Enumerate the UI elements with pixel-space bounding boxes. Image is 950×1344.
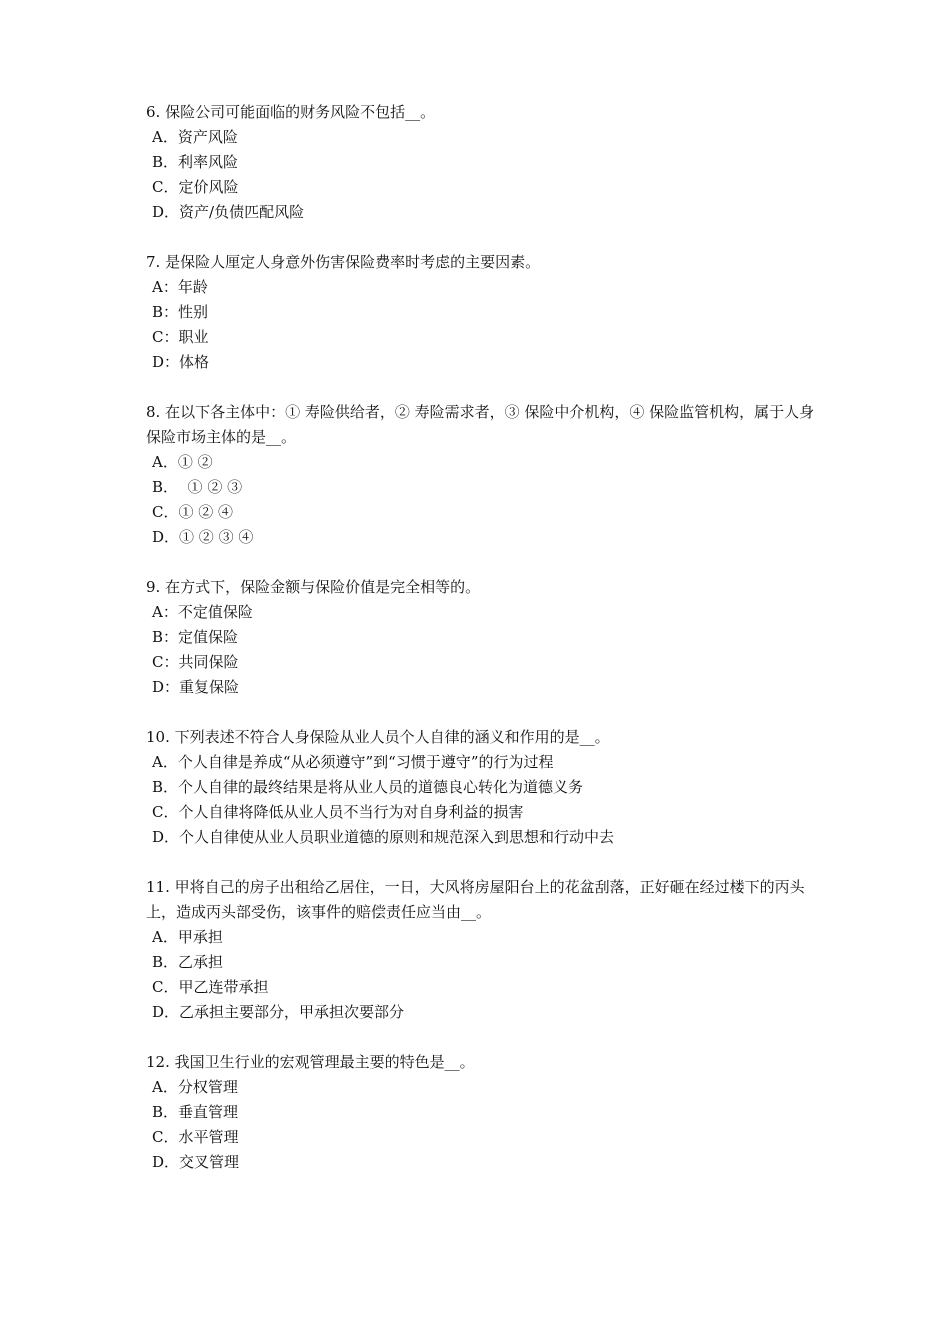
option-c: C．① ② ④ <box>152 503 234 521</box>
option-d: D．资产/负债匹配风险 <box>152 203 305 221</box>
option-a: A：不定值保险 <box>152 603 253 621</box>
option-d: D．交叉管理 <box>152 1153 240 1171</box>
option-a: A．① ② <box>152 453 213 471</box>
option-c: C．定价风险 <box>152 178 239 196</box>
option-d: D．① ② ③ ④ <box>152 528 254 546</box>
option-c: C：共同保险 <box>152 653 239 671</box>
question-text: 11. 甲将自己的房子出租给乙居住，一日，大风将房屋阳台上的花盆刮落，正好砸在经过楼下的丙头上，造成丙头部受伤，该事件的赔偿责任应当由__。 <box>146 878 805 921</box>
question-text: 9. 在方式下，保险金额与保险价值是完全相等的。 <box>146 578 481 596</box>
option-a: A：年龄 <box>152 278 208 296</box>
option-b: B．利率风险 <box>152 153 239 171</box>
question-8 <box>146 400 826 550</box>
option-b: B．垂直管理 <box>152 1103 239 1121</box>
option-b: B． ① ② ③ <box>152 478 243 496</box>
option-b: B：定值保险 <box>152 628 239 646</box>
option-d: D：体格 <box>152 353 210 371</box>
question-list <box>146 100 826 1200</box>
question-6 <box>146 100 826 225</box>
question-text: 10. 下列表述不符合人身保险从业人员个人自律的涵义和作用的是__。 <box>146 728 610 746</box>
option-a: A．个人自律是养成“从必须遵守”到“习惯于遵守”的行为过程 <box>152 753 554 771</box>
option-d: D．乙承担主要部分，甲承担次要部分 <box>152 1003 405 1021</box>
option-c: C．甲乙连带承担 <box>152 978 269 996</box>
option-d: D．个人自律使从业人员职业道德的原则和规范深入到思想和行动中去 <box>152 828 615 846</box>
question-text: 8. 在以下各主体中：① 寿险供给者，② 寿险需求者，③ 保险中介机构，④ 保险监管机构，属于人身保险市场主体的是__。 <box>146 403 815 446</box>
option-a: A．分权管理 <box>152 1078 238 1096</box>
question-10 <box>146 725 826 850</box>
question-9 <box>146 575 826 700</box>
option-b: B．个人自律的最终结果是将从业人员的道德良心转化为道德义务 <box>152 778 584 796</box>
option-a: A．资产风险 <box>152 128 238 146</box>
question-12 <box>146 1050 826 1175</box>
option-c: C：职业 <box>152 328 209 346</box>
question-11 <box>146 875 826 1025</box>
option-c: C．水平管理 <box>152 1128 239 1146</box>
option-d: D：重复保险 <box>152 678 240 696</box>
option-c: C．个人自律将降低从业人员不当行为对自身利益的损害 <box>152 803 524 821</box>
question-text: 6. 保险公司可能面临的财务风险不包括__。 <box>146 103 436 121</box>
option-b: B．乙承担 <box>152 953 224 971</box>
question-7 <box>146 250 826 375</box>
question-text: 12. 我国卫生行业的宏观管理最主要的特色是__。 <box>146 1053 475 1071</box>
option-a: A．甲承担 <box>152 928 223 946</box>
question-text: 7. 是保险人厘定人身意外伤害保险费率时考虑的主要因素。 <box>146 253 541 271</box>
option-b: B：性别 <box>152 303 209 321</box>
